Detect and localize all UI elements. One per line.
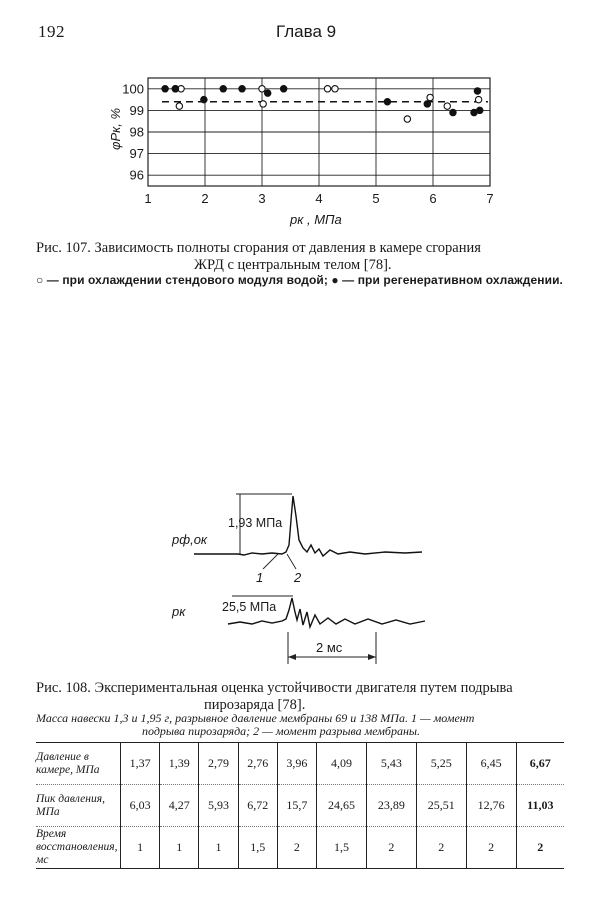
table-row-label: Время восстановления, мс <box>36 827 121 869</box>
data-point-open <box>475 96 481 102</box>
table-cell: 6,03 <box>121 785 160 827</box>
table-row <box>36 827 564 869</box>
data-point-open <box>444 103 450 109</box>
data-point-filled <box>162 86 168 92</box>
figure-107-caption-line1: Рис. 107. Зависимость полноты сгорания от давления в камере сгорания <box>36 240 481 256</box>
y-tick-label: 100 <box>122 81 144 97</box>
y-axis-label: φPк, % <box>108 107 123 150</box>
marker-2-label: 2 <box>294 570 302 585</box>
figure-107-chart <box>0 60 600 235</box>
x-tick-label: 7 <box>486 191 494 206</box>
time-scale-label: 2 мс <box>316 640 343 655</box>
trace-top-label: pф,ок <box>172 532 208 547</box>
table-cell: 5,93 <box>199 785 238 827</box>
x-tick-label: 1 <box>144 191 152 206</box>
table-cell: 15,7 <box>277 785 316 827</box>
table-cell: 1 <box>160 827 199 869</box>
data-point-open <box>259 86 265 92</box>
marker-2-leader <box>287 554 296 569</box>
table-cell: 4,09 <box>317 743 367 785</box>
table-row-label: Давление в камере, МПа <box>36 743 121 785</box>
table-row-label: Пик давления, МПа <box>36 785 121 827</box>
data-point-filled <box>265 90 271 96</box>
trace-bottom-value: 25,5 МПа <box>222 600 277 614</box>
marker-1-label: 1 <box>256 570 264 585</box>
figure-108-caption-line2: пирозаряда [78]. <box>204 697 306 713</box>
figure-107-caption-line2: ЖРД с центральным телом [78]. <box>194 257 392 273</box>
table-cell: 3,96 <box>277 743 316 785</box>
table-cell: 2 <box>277 827 316 869</box>
x-axis-label: pк , МПа <box>290 212 342 227</box>
data-point-filled <box>172 86 178 92</box>
x-tick-label: 4 <box>315 191 323 206</box>
table-cell: 24,65 <box>317 785 367 827</box>
figure-108-traces <box>0 480 600 670</box>
marker-1-leader <box>263 554 278 569</box>
data-point-filled <box>239 86 245 92</box>
table-cell: 2,79 <box>199 743 238 785</box>
table-cell: 5,25 <box>416 743 466 785</box>
table-cell: 25,51 <box>416 785 466 827</box>
data-point-filled <box>384 99 390 105</box>
table-cell: 1 <box>121 827 160 869</box>
table-cell: 6,72 <box>238 785 277 827</box>
table-cell: 6,67 <box>516 743 564 785</box>
data-point-filled <box>424 101 430 107</box>
time-scale-arrow-left <box>288 654 296 660</box>
figure-108-caption-line1: Рис. 108. Экспериментальная оценка устойчивости двигателя путем подрыва <box>36 680 513 696</box>
table-cell: 1,5 <box>317 827 367 869</box>
page-number: 192 <box>38 22 65 41</box>
table-cell: 12,76 <box>466 785 516 827</box>
x-tick-label: 3 <box>258 191 266 206</box>
table-cell: 2 <box>516 827 564 869</box>
data-point-filled <box>201 96 207 102</box>
trace-bottom-label: pк <box>172 604 186 619</box>
data-point-open <box>427 94 433 100</box>
y-tick-label: 98 <box>129 124 144 140</box>
x-tick-label: 2 <box>201 191 209 206</box>
figure-108-note-line1: Масса навески 1,3 и 1,95 г, разрывное давление мембраны 69 и 138 МПа. 1 — момент <box>36 711 475 725</box>
table-cell: 11,03 <box>516 785 564 827</box>
data-point-filled <box>477 107 483 113</box>
figure-108-caption <box>36 680 576 714</box>
figure-107-legend: ○ — при охлаждении стендового модуля водой; ● — при регенеративном охлаждении. <box>36 273 563 287</box>
y-tick-label: 96 <box>129 167 144 183</box>
x-tick-label: 5 <box>372 191 380 206</box>
table-cell: 1 <box>199 827 238 869</box>
table-cell: 2,76 <box>238 743 277 785</box>
table-row <box>36 785 564 827</box>
x-tick-label: 6 <box>429 191 437 206</box>
data-point-filled <box>450 109 456 115</box>
table-cell: 4,27 <box>160 785 199 827</box>
data-point-open <box>332 86 338 92</box>
y-tick-label: 97 <box>129 146 144 162</box>
table-cell: 2 <box>366 827 416 869</box>
table-cell: 2 <box>466 827 516 869</box>
data-point-open <box>324 86 330 92</box>
time-scale-arrow-right <box>368 654 376 660</box>
data-point-filled <box>280 86 286 92</box>
table-row <box>36 743 564 785</box>
chapter-title: Глава 9 <box>276 22 337 41</box>
figure-108-note-line2: подрыва пирозаряда; 2 — момент разрыва мембраны. <box>142 724 421 738</box>
table-cell: 23,89 <box>366 785 416 827</box>
data-point-open <box>260 101 266 107</box>
table-cell: 1,5 <box>238 827 277 869</box>
data-point-open <box>176 103 182 109</box>
trace-top-value: 1,93 МПа <box>228 516 283 530</box>
table-cell: 5,43 <box>366 743 416 785</box>
table-cell: 1,39 <box>160 743 199 785</box>
y-tick-label: 99 <box>129 102 144 118</box>
results-table <box>36 742 564 869</box>
table-cell: 2 <box>416 827 466 869</box>
data-point-open <box>404 116 410 122</box>
figure-108-note <box>36 712 572 738</box>
table-cell: 6,45 <box>466 743 516 785</box>
data-point-filled <box>220 86 226 92</box>
data-point-filled <box>474 88 480 94</box>
chart-plot-area <box>108 78 494 227</box>
table-cell: 1,37 <box>121 743 160 785</box>
figure-107-caption <box>36 240 576 274</box>
